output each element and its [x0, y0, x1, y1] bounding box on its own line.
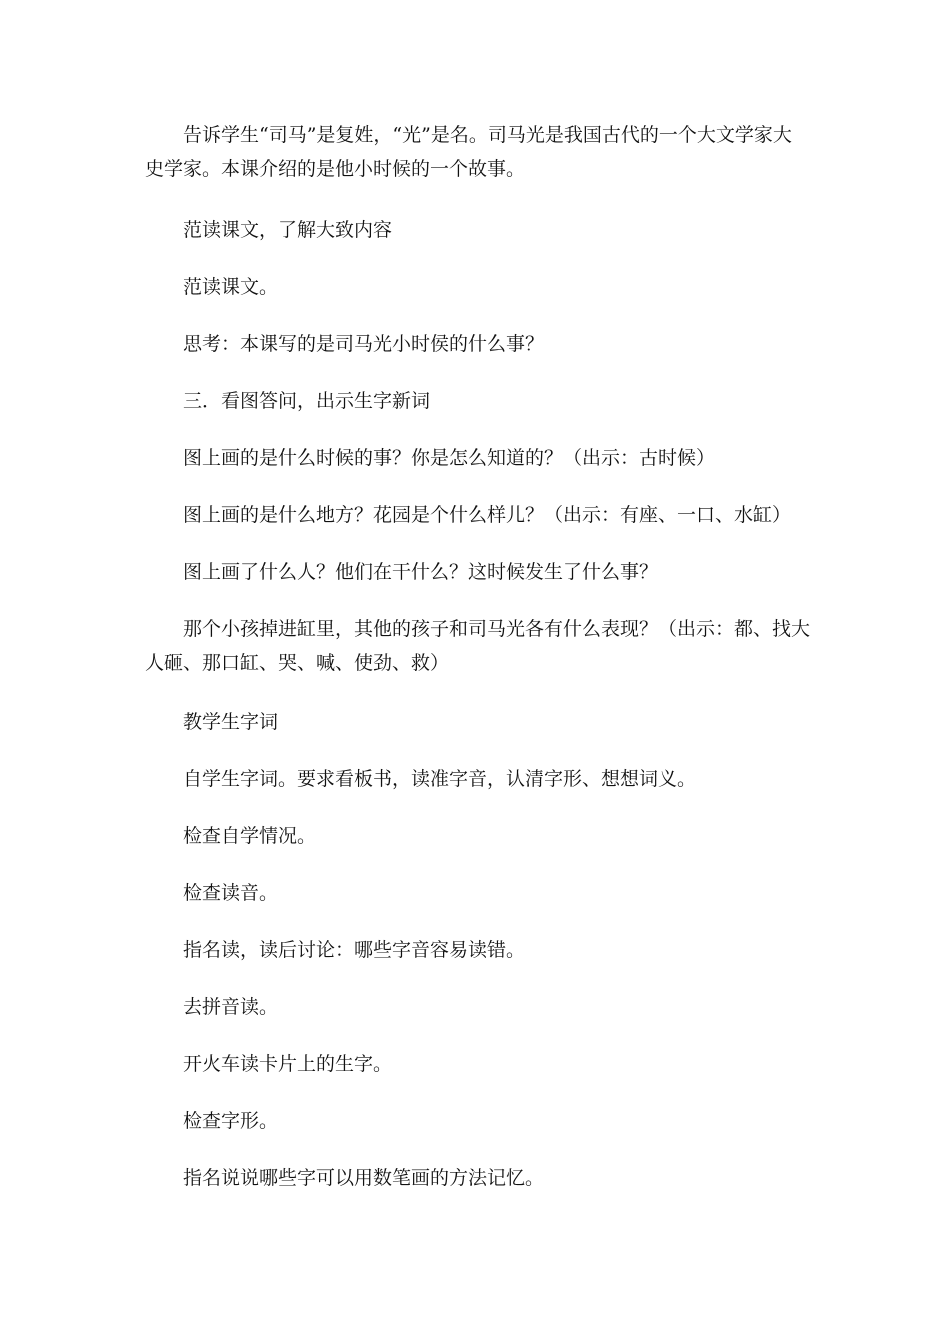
paragraph-think-question: 思考：本课写的是司马光小时侯的什么事？	[183, 333, 545, 355]
paragraph-model-reading: 范读课文。	[183, 276, 279, 298]
paragraph-train-reading: 开火车读卡片上的生字。	[183, 1053, 393, 1075]
paragraph-section-three-heading: 三．看图答问，出示生字新词	[183, 390, 431, 412]
paragraph-teach-words-heading: 教学生字词	[183, 711, 279, 733]
paragraph-surname-intro: 告诉学生“司马”是复姓，“光”是名。司马光是我国古代的一个大文学家大史学家。本课介绍的是他小时候的一个故事。	[145, 124, 792, 180]
paragraph-question-reaction: 那个小孩掉进缸里，其他的孩子和司马光各有什么表现？（出示：都、找大人砸、那口缸、哭、喊、使劲、救）	[145, 618, 811, 674]
paragraph-check-pronunciation: 检查读音。	[183, 882, 279, 904]
paragraph-question-where: 图上画的是什么地方？花园是个什么样儿？（出示：有座、一口、水缸）	[183, 504, 792, 526]
paragraph-remove-pinyin: 去拼音读。	[183, 996, 279, 1018]
paragraph-question-when: 图上画的是什么时候的事？你是怎么知道的？（出示：古时候）	[183, 447, 716, 469]
paragraph-stroke-memory: 指名说说哪些字可以用数笔画的方法记忆。	[183, 1167, 545, 1189]
paragraph-self-study: 自学生字词。要求看板书，读准字音，认清字形、想想词义。	[183, 768, 697, 790]
paragraph-named-reading: 指名读，读后讨论：哪些字音容易读错。	[183, 939, 526, 961]
paragraph-check-glyph: 检查字形。	[183, 1110, 279, 1132]
paragraph-model-reading-heading: 范读课文，了解大致内容	[183, 219, 393, 241]
paragraph-check-self-study: 检查自学情况。	[183, 825, 317, 847]
paragraph-question-who: 图上画了什么人？他们在干什么？这时候发生了什么事？	[183, 561, 659, 583]
